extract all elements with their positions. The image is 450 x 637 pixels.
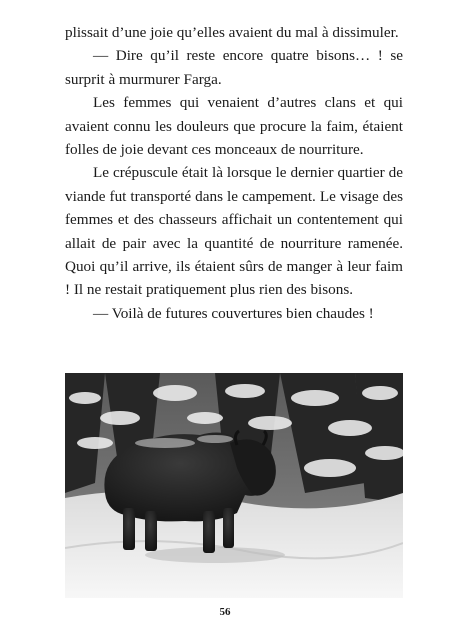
paragraph-2: — Dire qu’il reste encore quatre bisons… ! se surprit à murmurer Farga. — [65, 47, 403, 88]
bison-photo — [65, 373, 403, 598]
body-text — [65, 21, 403, 325]
paragraph-3: Les femmes qui venaient d’autres clans et qui avaient connu les douleurs que procure la faim, étaient folles de joie devant ces monceaux de nourriture. — [65, 94, 403, 159]
paragraph-1: plissait d’une joie qu’elles avaient du mal à dissimuler. — [65, 24, 399, 41]
bison-in-snow-illustration — [65, 373, 403, 598]
paragraph-5: — Voilà de futures couvertures bien chaudes ! — [93, 304, 374, 322]
paragraph-4: Le crépuscule était là lorsque le dernier quartier de viande fut transporté dans le campement. Le visage des femmes et des chasseurs affichait un contentement qui allait de pair avec la quantité de nourriture ramenée. Quoi qu’il arrive, ils étaient sûrs de manger à leur faim ! Il ne restait pratiquement plus rien des bisons. — [65, 164, 403, 299]
page-number: 56 — [219, 606, 231, 618]
